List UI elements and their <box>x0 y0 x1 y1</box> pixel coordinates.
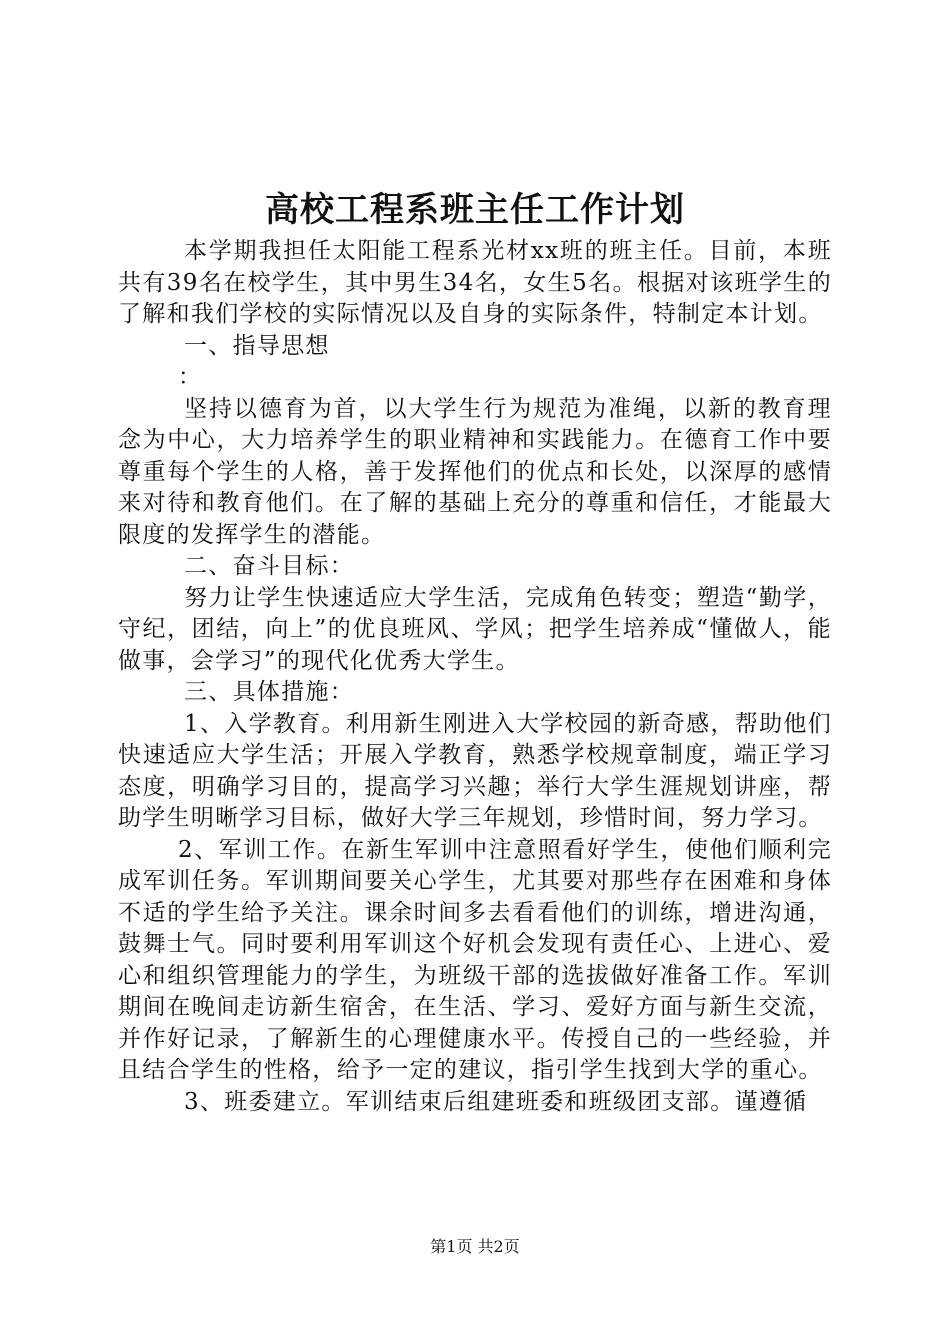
colon-line: ： <box>178 364 203 390</box>
document-body <box>118 236 832 1118</box>
section-heading-guiding-ideology: 一、指导思想 <box>184 332 330 359</box>
goals-paragraph: 努力让学生快速适应大学生活，完成角色转变；塑造“勤学，守纪，团结，向上”的优良班风、学风；把学生培养成“懂做人，能做事，会学习”的现代化优秀大学生。 <box>118 584 832 674</box>
measure-2-paragraph: 2、军训工作。在新生军训中注意照看好学生，使他们顺利完成军训任务。军训期间要关心学生，尤其要对那些存在困难和身体不适的学生给予关注。课余时间多去看看他们的训练，增进沟通，鼓舞士气。同时要利用军训这个好机会发现有责任心、上进心、爱心和组织管理能力的学生，为班级干部的选拔做好准备工作。军训期间在晚间走访新生宿舍，在生活、学习、爱好方面与新生交流，并作好记录，了解新生的心理健康水平。传授自己的一些经验，并且结合学生的性格，给予一定的建议，指引学生找到大学的重心。 <box>118 836 832 1083</box>
measure-1-paragraph: 1、入学教育。利用新生刚进入大学校园的新奇感，帮助他们快速适应大学生活；开展入学教育，熟悉学校规章制度，端正学习态度，明确学习目的，提高学习兴趣；举行大学生涯规划讲座，帮助学生明晰学习目标，做好大学三年规划，珍惜时间，努力学习。 <box>118 710 832 831</box>
guiding-ideology-paragraph: 坚持以德育为首，以大学生行为规范为准绳，以新的教育理念为中心，大力培养学生的职业精神和实践能力。在德育工作中要尊重每个学生的人格，善于发挥他们的优点和长处，以深厚的感情来对待和教育他们。在了解的基础上充分的尊重和信任，才能最大限度的发挥学生的潜能。 <box>118 395 832 548</box>
section-heading-measures: 三、具体措施： <box>184 679 355 705</box>
section-heading-goals: 二、奋斗目标： <box>184 553 355 579</box>
page-footer: 第1页 共2页 <box>430 1237 520 1256</box>
measure-3-paragraph: 3、班委建立。军训结束后组建班委和班级团支部。谨遵循 <box>184 1088 808 1115</box>
intro-paragraph: 本学期我担任太阳能工程系光材xx班的班主任。目前，本班共有39名在校学生，其中男生34名，女生5名。根据对该班学生的了解和我们学校的实际情况以及自身的实际条件，特制定本计划。 <box>118 238 832 327</box>
page-title: 高校工程系班主任工作计划 <box>265 190 685 230</box>
